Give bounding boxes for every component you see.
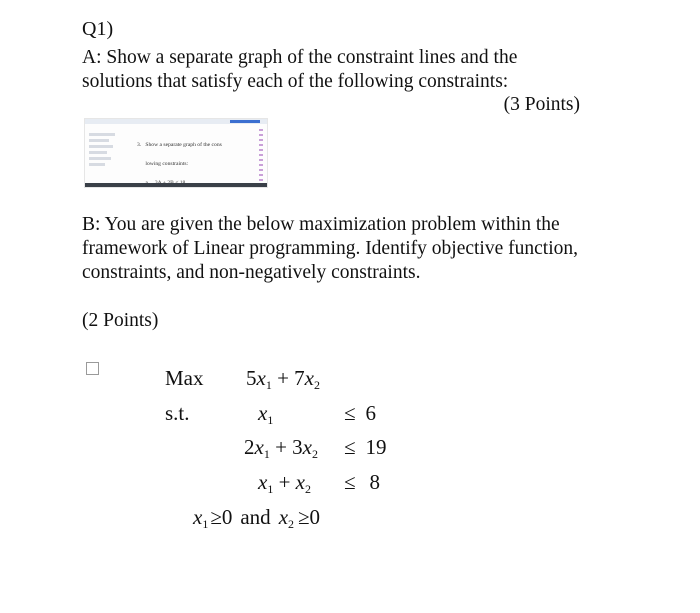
constraint-1-relation: ≤ 6: [344, 401, 377, 425]
thumbnail-sidebar: [89, 133, 119, 179]
max-label: Max: [165, 366, 204, 390]
part-a-points: (3 Points): [503, 94, 580, 115]
thumbnail-text: [137, 129, 222, 188]
constraint-2-relation: ≤ 19: [344, 435, 387, 459]
thumbnail-line: 3. Show a separate graph of the cons: [137, 141, 222, 148]
constraint-1: $x_1$: [258, 401, 274, 427]
part-b-line-3: constraints, and non-negatively constraints.: [82, 262, 421, 283]
part-b-line-1: B: You are given the below maximization problem within the: [82, 214, 560, 235]
embedded-screenshot-thumbnail: [84, 118, 268, 188]
part-b-points: (2 Points): [82, 310, 159, 331]
objective-function: $5x_1 + 7x_2$: [246, 366, 320, 392]
placeholder-checkbox[interactable]: [86, 362, 99, 375]
part-a-text: [82, 46, 642, 94]
part-b-line-2: framework of Linear programming. Identify objective function,: [82, 238, 578, 259]
question-title: Q1): [82, 18, 114, 40]
constraint-3-relation: ≤ 8: [344, 470, 381, 494]
constraint-2: $2x_1 + 3x_2$: [244, 435, 318, 461]
part-b-text: [82, 213, 682, 285]
thumbnail-line: lowing constraints:: [137, 161, 189, 168]
subject-to-label: s.t.: [165, 401, 190, 425]
thumbnail-accent-bar: [230, 120, 260, 123]
non-negativity-constraints: $x_1\ge 0$ and $x_2 \ge 0$: [193, 505, 321, 531]
thumbnail-taskbar: [85, 183, 267, 187]
thumbnail-side-markers: [259, 129, 263, 181]
part-a-line-1: A: Show a separate graph of the constraint lines and the: [82, 47, 518, 68]
constraint-3: $x_1 + x_2$: [258, 470, 311, 496]
part-a-line-2: solutions that satisfy each of the following constraints:: [82, 71, 509, 92]
